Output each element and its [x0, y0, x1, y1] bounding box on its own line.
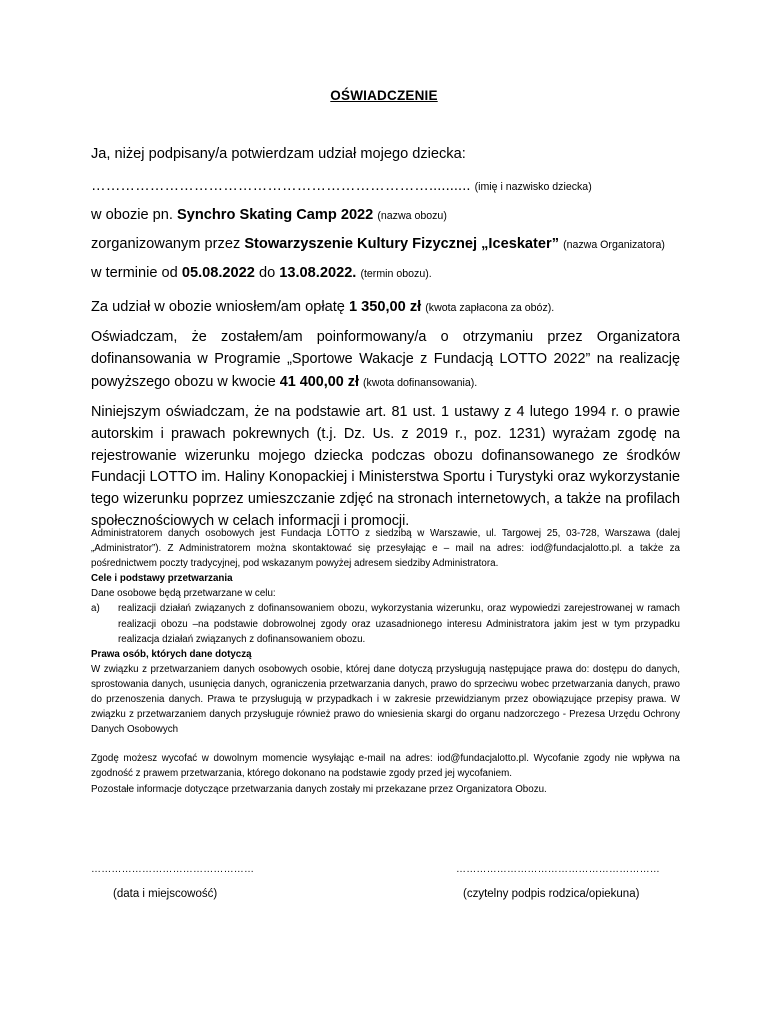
fee-value: 1 350,00 zł	[348, 299, 422, 315]
term-mid: do	[258, 265, 276, 281]
funding-amount: 41 400,00 zł	[279, 373, 359, 390]
camp-name-hint: (nazwa obozu)	[377, 210, 447, 222]
child-name-dots: ……………………………………………………………..........	[91, 178, 471, 194]
funding-hint: (kwota dofinansowania).	[363, 376, 478, 389]
child-name-line	[91, 178, 680, 194]
gdpr-section	[91, 526, 680, 797]
gdpr-item-text: realizacji działań związanych z dofinansowaniem obozu, wykorzystania wizerunku, oraz wypowiedzi zarejestrowanej w ramach realizacji obozu –na podstawie dobrowolnej zgody oraz uzasadnionego interesu Administratora jakim jest w tym przypadku realizacja działań związanych z dofinansowaniem obozu.	[118, 603, 680, 645]
consent-paragraph: Niniejszym oświadczam, że na podstawie art. 81 ust. 1 ustawy z 4 lutego 1994 r. o prawie autorskim i prawach pokrewnych (t.j. Dz. Us. z 2019 r., poz. 1231) wyrażam zgodę na rejestrowanie wizerunku mojego dziecka podczas obozu dofinansowanego ze środków Fundacji LOTTO im. Haliny Konopackiej i Ministerstwa Sportu i Turystyki oraz wykorzystanie tego wizerunku poprzez umieszczanie zdjęć na stronach internetowych, a także na profilach społecznościowych w celach informacji i promocji.	[91, 404, 680, 529]
date-place-dots: …………………………………………	[91, 864, 255, 875]
fee-line	[91, 299, 680, 315]
gdpr-item-marker: a)	[91, 603, 100, 615]
signature-label: (czytelny podpis rodzica/opiekuna)	[463, 888, 640, 900]
gdpr-other-info: Pozostałe informacje dotyczące przetwarzania danych zostały mi przekazane przez Organizatora Obozu.	[91, 783, 547, 795]
intro-line: Ja, niżej podpisany/a potwierdzam udział mojego dziecka:	[91, 146, 466, 162]
gdpr-purposes-intro: Dane osobowe będą przetwarzane w celu:	[91, 588, 276, 600]
gdpr-purposes-heading: Cele i podstawy przetwarzania	[91, 573, 233, 585]
organizer-hint: (nazwa Organizatora)	[563, 239, 665, 251]
funding-paragraph	[91, 326, 680, 394]
gdpr-rights-heading: Prawa osób, których dane dotyczą	[91, 648, 252, 660]
term-prefix: w terminie od	[91, 265, 178, 281]
term-from: 05.08.2022	[181, 265, 255, 281]
document-title: OŚWIADCZENIE	[330, 88, 438, 103]
fee-prefix: Za udział w obozie wniosłem/am opłatę	[91, 299, 345, 315]
organizer-value: Stowarzyszenie Kultury Fizycznej „Iceskater”	[244, 236, 560, 252]
gdpr-withdraw-text: Zgodę możesz wycofać w dowolnym momencie wysyłając e-mail na adres: iod@fundacjalotto.pl. Wycofanie zgody nie wpływa na zgodność z prawem przetwarzania, którego dokonano na podstawie zgody przed jej wycofaniem.	[91, 753, 680, 780]
term-line	[91, 265, 680, 281]
gdpr-admin: Administratorem danych osobowych jest Fundacja LOTTO z siedzibą w Warszawie, ul. Targowej 25, 03-728, Warszawa (dalej „Administrator”). Z Administratorem można skontaktować się przesyłając e – mail na adres: iod@fundacjalotto.pl. a także za pośrednictwem poczty tradycyjnej, pod wskazanym powyżej adresem siedziby Administratora.	[91, 528, 680, 570]
signature-dots: ……………………………………………………	[456, 864, 660, 875]
gdpr-rights-text: W związku z przetwarzaniem danych osobowych osobie, której dane dotyczą przysługują następujące prawa do: dostępu do danych, sprostowania danych, usunięcia danych, ograniczenia przetwarzania danych, prawo do sprzeciwu wobec przetwarzania danych, prawo do przenoszenia danych. Prawa te przysługują w przypadkach i w zakresie przewidzianym przez obowiązujące przepisy prawa. W związku z przetwarzaniem danych przysługuje również prawo do wniesienia skargi do organu nadzorczego - Prezesa Urzędu Ochrony Danych Osobowych	[91, 663, 680, 736]
gdpr-purpose-item	[91, 601, 680, 646]
fee-hint: (kwota zapłacona za obóz).	[425, 302, 555, 314]
term-to: 13.08.2022.	[279, 265, 357, 281]
date-place-label: (data i miejscowość)	[113, 888, 218, 900]
organizer-line	[91, 236, 680, 252]
gdpr-spacer	[91, 737, 680, 751]
child-name-hint: (imię i nazwisko dziecka)	[474, 181, 592, 193]
organizer-prefix: zorganizowanym przez	[91, 236, 241, 252]
funding-text: Oświadczam, że zostałem/am poinformowany/a o otrzymaniu przez Organizatora dofinansowania w Programie „Sportowe Wakacje z Fundacją LOTTO 2022” na realizację powyższego obozu w kwocie	[91, 329, 680, 390]
term-hint: (termin obozu).	[360, 268, 432, 280]
camp-name-prefix: w obozie pn.	[91, 207, 173, 223]
camp-name-value: Synchro Skating Camp 2022	[177, 207, 374, 223]
camp-name-line	[91, 207, 680, 223]
